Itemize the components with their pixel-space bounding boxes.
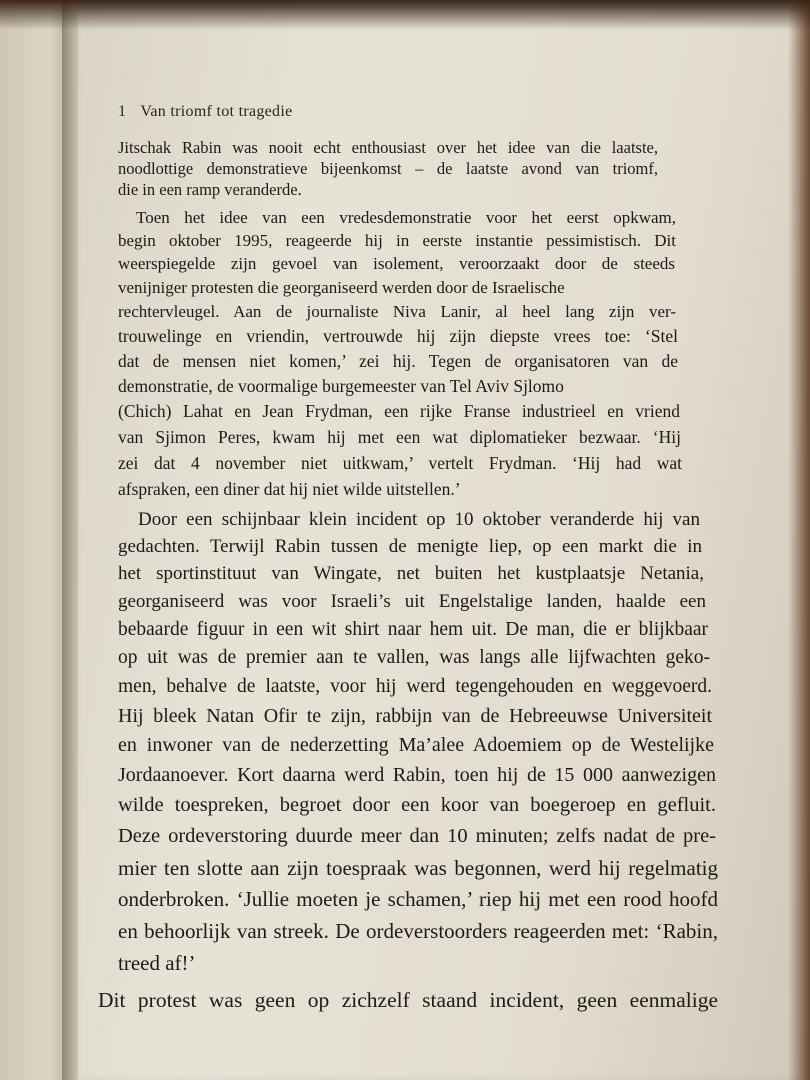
text-line: men, behalve de laatste, voor hij werd tegengehouden en weggevoerd. [118,676,712,697]
text-line: trouwelinge en vriendin, vertrouwde hij zijn diepste vrees toe: ‘Stel [118,326,678,346]
book-gutter [62,0,78,1080]
text-line: noodlottige demonstratieve bijeenkomst – de laatste avond van triomf, [118,159,658,178]
left-page-edge [0,0,70,1080]
text-line: Jitschak Rabin was nooit echt enthousiast over het idee van die laatste, [118,138,658,157]
text-line: Dit protest was geen op zichzelf staand incident, geen eenmalige [98,988,718,1012]
text-line: wilde toespreken, begroet door een koor van boegeroep en gefluit. [118,794,716,816]
text-line: georganiseerd was voor Israeli’s uit Engelstalige landen, haalde een [118,591,706,612]
text-line: venijniger protesten die georganiseerd werden door de Israelische [118,278,565,297]
chapter-title: Van triomf tot tragedie [140,103,293,120]
text-line: Door een schijnbaar klein incident op 10 oktober veranderde hij van [138,509,700,530]
text-line: bebaarde figuur in een wit shirt naar hem uit. De man, die er blijkbaar [118,619,708,640]
text-line: Toen het idee van een vredesdemonstratie voor het eerst opkwam, [136,208,676,227]
text-line: Jordaanoever. Kort daarna werd Rabin, toen hij de 15 000 aanwezigen [118,764,716,786]
text-line: zei dat 4 november niet uitkwam,’ vertelt Frydman. ‘Hij had wat [118,453,682,473]
text-line: en behoorlijk van streek. De ordeverstoorders reageerden met: ‘Rabin, [118,919,718,943]
text-line: Deze ordeverstoring duurde meer dan 10 minuten; zelfs nadat de pre- [118,825,716,847]
text-line: (Chich) Lahat en Jean Frydman, een rijke Franse industrieel en vriend [118,401,680,421]
text-line: die in een ramp veranderde. [118,180,302,199]
text-line: begin oktober 1995, reageerde hij in eerste instantie pessimistisch. Dit [118,231,676,250]
text-line: op uit was de premier aan te vallen, was langs alle lijfwachten geko- [118,647,710,668]
page-number: 1 [118,103,127,120]
running-head [118,103,293,121]
text-line: en inwoner van de nederzetting Ma’alee Adoemiem op de Westelijke [118,734,714,756]
text-line: van Sjimon Peres, kwam hij met een wat diplomatieker bezwaar. ‘Hij [118,427,681,447]
text-line: weerspiegelde zijn gevoel van isolement, veroorzaakt door de steeds [118,254,675,273]
top-shadow [0,0,810,30]
text-line: treed af!’ [118,951,196,975]
text-line: Hij bleek Natan Ofir te zijn, rabbijn van de Hebreeuwse Universiteit [118,705,712,727]
text-line: demonstratie, de voormalige burgemeester van Tel Aviv Sjlomo [118,376,564,396]
text-line: het sportinstituut van Wingate, net buiten het kustplaatsje Netania, [118,563,704,584]
text-line: afspraken, een diner dat hij niet wilde uitstellen.’ [118,479,461,499]
text-line: mier ten slotte aan zijn toespraak was begonnen, werd hij regelmatig [118,856,718,880]
text-line: rechtervleugel. Aan de journaliste Niva Lanir, al heel lang zijn ver- [118,302,676,321]
table-edge [788,0,810,1080]
text-line: onderbroken. ‘Jullie moeten je schamen,’ riep hij met een rood hoofd [118,887,718,911]
text-line: gedachten. Terwijl Rabin tussen de menigte liep, op een markt die in [118,536,702,557]
text-line: dat de mensen niet komen,’ zei hij. Tegen de organisatoren van de [118,351,678,371]
